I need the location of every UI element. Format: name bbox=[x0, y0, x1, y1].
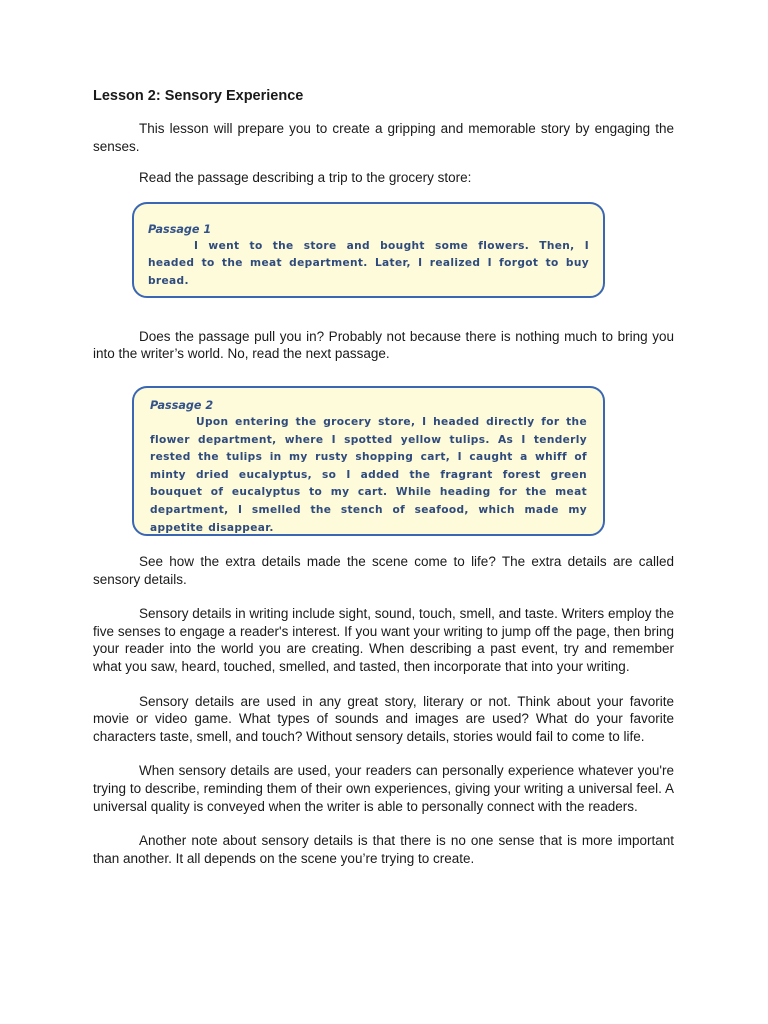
passage-2-label: Passage 2 bbox=[150, 398, 214, 412]
passage-2-text: Upon entering the grocery store, I headed directly for the flower department, where I spotted yellow tulips. As I tenderly rested the tulips in my rusty shopping cart, I caught a whiff of minty dried eucalyptus, so I added the fragrant forest green bouquet of eucalyptus to my cart. While heading for the meat department, I smelled the stench of seafood, which made my appetite disappear. bbox=[150, 415, 587, 534]
passage-2-box bbox=[132, 386, 605, 536]
body-paragraph: See how the extra details made the scene come to life? The extra details are called sensory details. bbox=[93, 553, 674, 587]
pull-question-paragraph: Does the passage pull you in? Probably not because there is nothing much to bring you into the writer’s world. No, read the next passage. bbox=[93, 328, 674, 362]
body-paragraph: When sensory details are used, your readers can personally experience whatever you're trying to describe, reminding them of their own experiences, giving your writing a universal feel. A universal quality is conveyed when the writer is able to personally connect with the readers. bbox=[93, 763, 674, 814]
passage-1-label: Passage 1 bbox=[148, 222, 212, 236]
passage-1-text: I went to the store and bought some flowers. Then, I headed to the meat department. Later, I realized I forgot to buy bread. bbox=[148, 239, 589, 287]
document-page bbox=[93, 86, 674, 884]
lesson-title: Lesson 2: Sensory Experience bbox=[93, 88, 304, 104]
read-prompt-paragraph: Read the passage describing a trip to the grocery store: bbox=[139, 170, 472, 186]
body-paragraph: Another note about sensory details is that there is no one sense that is more important than another. It all depends on the scene you’re trying to create. bbox=[93, 833, 674, 866]
body-paragraph: Sensory details are used in any great story, literary or not. Think about your favorite movie or video game. What types of sounds and images are used? What do your favorite characters taste, smell, and touch? Without sensory details, stories would fail to come to life. bbox=[93, 693, 674, 744]
intro-paragraph: This lesson will prepare you to create a gripping and memorable story by engaging the senses. bbox=[93, 121, 674, 154]
body-paragraph: Sensory details in writing include sight, sound, touch, smell, and taste. Writers employ the five senses to engage a reader's interest. If you want your writing to jump off the page, then bring your reader into the world you are creating. When describing a past event, try and remember what you saw, heard, touched, smelled, and tasted, then incorporate that into your writing. bbox=[93, 606, 674, 674]
passage-1-box bbox=[132, 202, 605, 298]
